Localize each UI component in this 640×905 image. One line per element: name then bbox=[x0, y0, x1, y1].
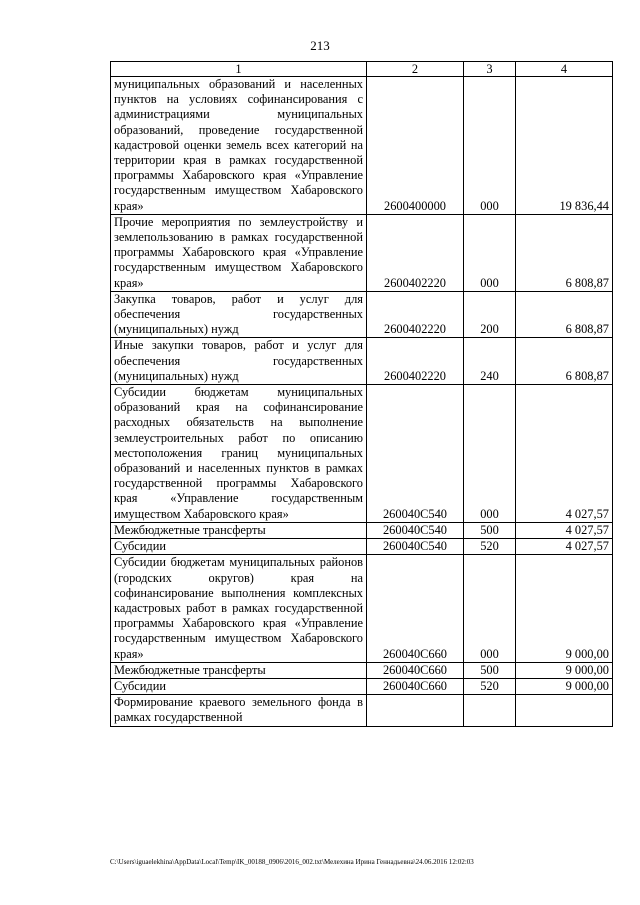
row-amount: 4 027,57 bbox=[516, 385, 613, 523]
table-row bbox=[111, 555, 613, 662]
row-code: 260040С540 bbox=[367, 385, 464, 523]
row-name: Субсидии бюджетам муниципальных образований края на софинансирование расходных обязательств на выполнение землеустроительных работ по описанию местоположения границ муниципальных образований и населенных пунктов в рамках государственной программы Хабаровского края «Управление государственным имуществом Хабаровского края» bbox=[111, 385, 367, 523]
row-type: 520 bbox=[464, 539, 516, 555]
row-amount: 9 000,00 bbox=[516, 678, 613, 694]
page-number: 213 bbox=[310, 38, 330, 53]
row-code: 260040С660 bbox=[367, 555, 464, 662]
budget-table bbox=[110, 61, 613, 727]
header-row bbox=[111, 62, 613, 77]
row-name: Иные закупки товаров, работ и услуг для обеспечения государственных (муниципальных) нужд bbox=[111, 338, 367, 385]
row-amount: 9 000,00 bbox=[516, 662, 613, 678]
row-type: 000 bbox=[464, 214, 516, 291]
row-type: 000 bbox=[464, 555, 516, 662]
row-type: 240 bbox=[464, 338, 516, 385]
header-col-3: 3 bbox=[464, 62, 516, 77]
row-amount: 9 000,00 bbox=[516, 555, 613, 662]
row-name: Межбюджетные трансферты bbox=[111, 662, 367, 678]
row-amount: 19 836,44 bbox=[516, 77, 613, 215]
row-code bbox=[367, 695, 464, 726]
table-row bbox=[111, 662, 613, 678]
row-name: Субсидии bbox=[111, 678, 367, 694]
header-col-4: 4 bbox=[516, 62, 613, 77]
row-name: Субсидии bbox=[111, 539, 367, 555]
row-name: муниципальных образований и населенных пунктов на условиях софинансирования с администрациями муниципальных образований, проведение государственной кадастровой оценки земель всех категорий на территории края в рамках государственной программы Хабаровского края «Управление государственным имуществом Хабаровского края» bbox=[111, 77, 367, 215]
table-row bbox=[111, 291, 613, 338]
row-amount: 6 808,87 bbox=[516, 214, 613, 291]
row-type: 500 bbox=[464, 522, 516, 538]
row-type bbox=[464, 695, 516, 726]
row-type: 000 bbox=[464, 385, 516, 523]
row-amount: 6 808,87 bbox=[516, 291, 613, 338]
row-type: 200 bbox=[464, 291, 516, 338]
table-row bbox=[111, 695, 613, 726]
table-row bbox=[111, 539, 613, 555]
row-amount: 4 027,57 bbox=[516, 522, 613, 538]
row-code: 2600402220 bbox=[367, 291, 464, 338]
row-amount bbox=[516, 695, 613, 726]
row-type: 520 bbox=[464, 678, 516, 694]
header-col-1: 1 bbox=[111, 62, 367, 77]
row-type: 000 bbox=[464, 77, 516, 215]
row-code: 2600400000 bbox=[367, 77, 464, 215]
table-row bbox=[111, 522, 613, 538]
row-amount: 6 808,87 bbox=[516, 338, 613, 385]
row-amount: 4 027,57 bbox=[516, 539, 613, 555]
row-code: 260040С660 bbox=[367, 678, 464, 694]
row-name: Закупка товаров, работ и услуг для обеспечения государственных (муниципальных) нужд bbox=[111, 291, 367, 338]
row-code: 260040С540 bbox=[367, 539, 464, 555]
row-code: 2600402220 bbox=[367, 338, 464, 385]
header-col-2: 2 bbox=[367, 62, 464, 77]
table-row bbox=[111, 338, 613, 385]
row-name: Межбюджетные трансферты bbox=[111, 522, 367, 538]
file-path-footer: C:\Users\iguaelekhina\AppData\Local\Temp\IK_00188_0906\2016_002.txt\Мелехина Ирина Геннадьевна\24.06.2016 12:02:03 bbox=[110, 858, 474, 866]
row-code: 2600402220 bbox=[367, 214, 464, 291]
table-row bbox=[111, 214, 613, 291]
table-row bbox=[111, 385, 613, 523]
table-row bbox=[111, 678, 613, 694]
row-name: Прочие мероприятия по землеустройству и землепользованию в рамках государственной программы Хабаровского края «Управление государственным имуществом Хабаровского края» bbox=[111, 214, 367, 291]
row-code: 260040С540 bbox=[367, 522, 464, 538]
row-code: 260040С660 bbox=[367, 662, 464, 678]
table-row bbox=[111, 77, 613, 215]
row-name: Формирование краевого земельного фонда в рамках государственной bbox=[111, 695, 367, 726]
row-name: Субсидии бюджетам муниципальных районов (городских округов) края на софинансирование выполнения комплексных кадастровых работ в рамках государственной программы Хабаровского края «Управление государственным имуществом Хабаровского края» bbox=[111, 555, 367, 662]
row-type: 500 bbox=[464, 662, 516, 678]
